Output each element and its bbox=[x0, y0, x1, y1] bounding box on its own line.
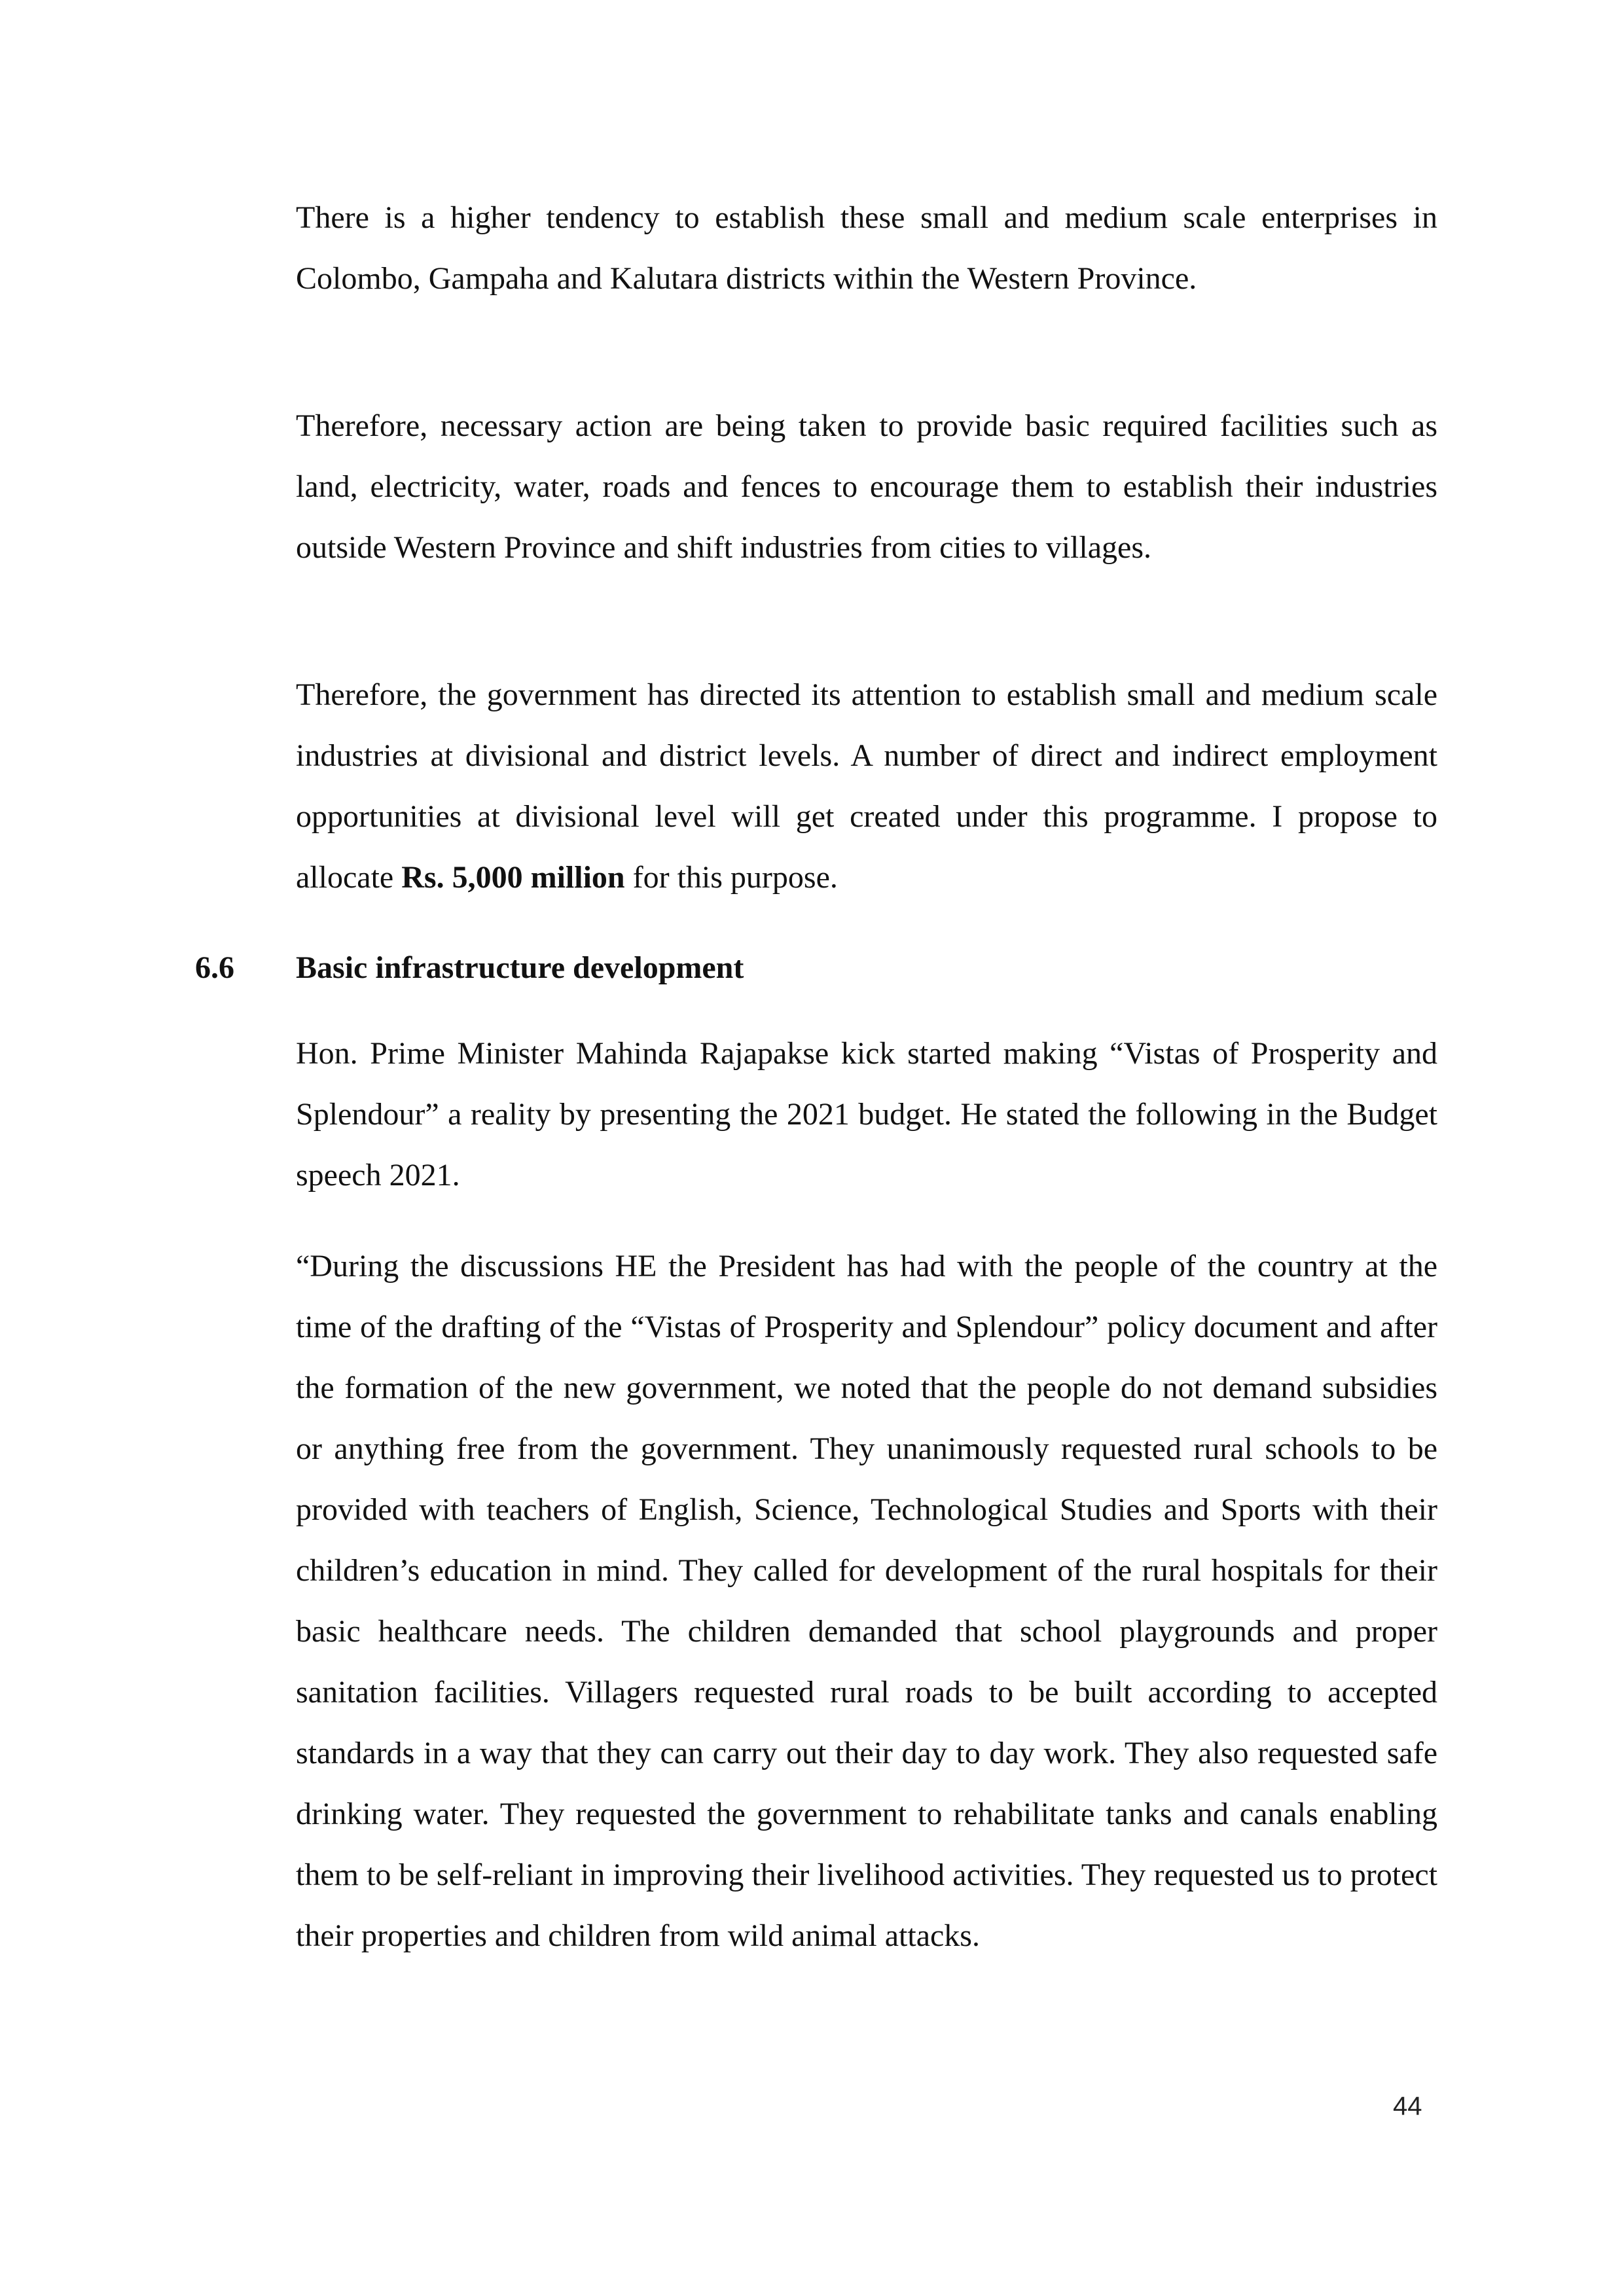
section-number: 6.6 bbox=[195, 950, 234, 985]
allocation-text: Therefore, the government has directed its attention to establish small and medium scale industries at divisional and district levels. A number of direct and indirect employment opportunities at divisional level will get created under this programme. I propose to allocate bbox=[296, 677, 1437, 895]
allocation-text-end: for this purpose. bbox=[624, 860, 838, 895]
paragraph-basic-facilities: Therefore, necessary action are being taken to provide basic required facilities such as land, electricity, water, roads and fences to encourage them to establish their industries outside Western Province and shift industries from cities to villages. bbox=[296, 408, 1437, 565]
page-number: 44 bbox=[1393, 2092, 1422, 2121]
paragraph-allocation bbox=[296, 664, 1437, 908]
paragraph-budget-quote: “During the discussions HE the President has had with the people of the country at the time of the drafting of the “Vistas of Prosperity and Splendour” policy document and after the formation of the new government, we noted that the people do not demand subsidies or anything free from the government. They unanimously requested rural schools to be provided with teachers of English, Science, Technological Studies and Sports with their children’s education in mind. They called for development of the rural hospitals for their basic healthcare needs. The children demanded that school playgrounds and proper sanitation facilities. Villagers requested rural roads to be built according to accepted standards in a way that they can carry out their day to day work. They also requested safe drinking water. They requested the government to rehabilitate tanks and canals enabling them to be self-reliant in improving their livelihood activities. They requested us to protect their properties and children from wild animal attacks. bbox=[296, 1249, 1437, 1953]
section-title: Basic infrastructure development bbox=[296, 950, 744, 985]
paragraph-prime-minister: Hon. Prime Minister Mahinda Rajapakse kick started making “Vistas of Prosperity and Splendour” a reality by presenting the 2021 budget. He stated the following in the Budget speech 2021. bbox=[296, 1036, 1437, 1193]
paragraph-western-province: There is a higher tendency to establish these small and medium scale enterprises in Colombo, Gampaha and Kalutara districts within the Western Province. bbox=[296, 200, 1437, 296]
allocation-amount: Rs. 5,000 million bbox=[401, 860, 625, 895]
